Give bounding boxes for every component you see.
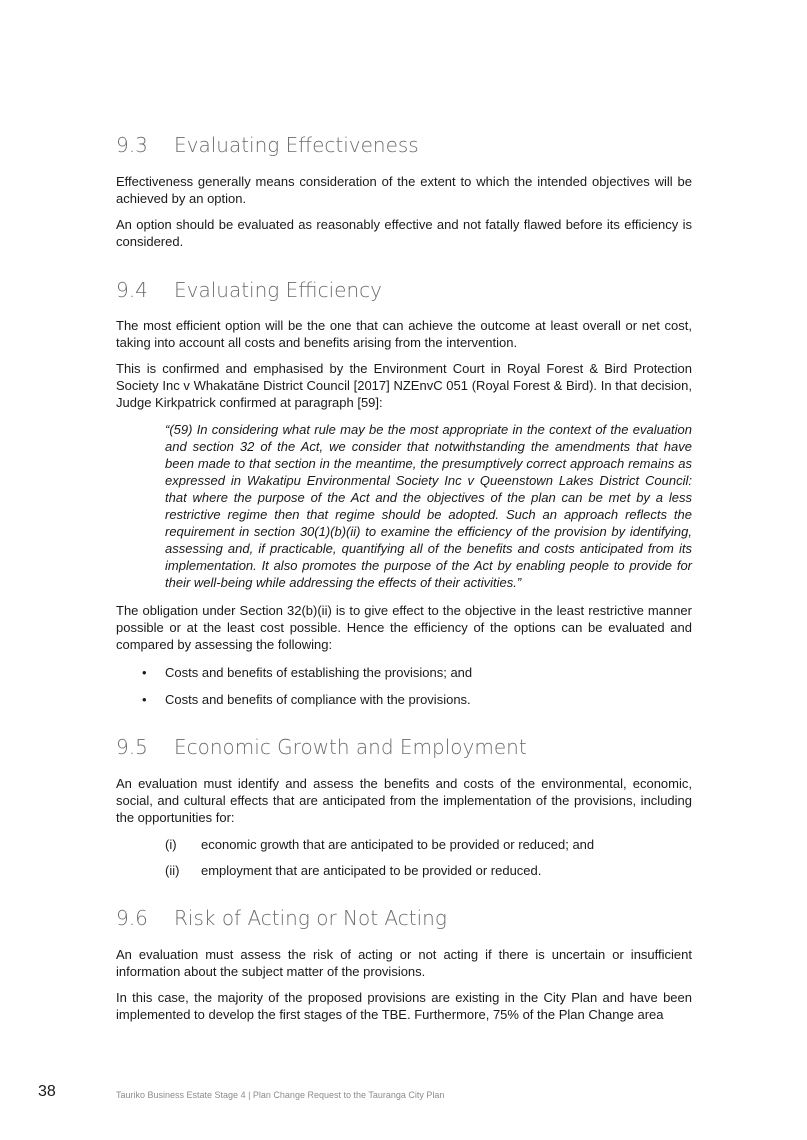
paragraph: An evaluation must identify and assess the benefits and costs of the environmental, economic, social, and cultural effects that are anticipated from the implementation of the provisions, including the opportunities for:	[116, 776, 692, 825]
section-title: Evaluating Effectiveness	[174, 133, 419, 157]
paragraph: An evaluation must assess the risk of acting or not acting if there is uncertain or insufficient information about the subject matter of the provisions.	[116, 947, 692, 979]
item-text: employment that are anticipated to be provided or reduced.	[201, 863, 542, 878]
section-title: Risk of Acting or Not Acting	[174, 906, 447, 930]
bullet-text: Costs and benefits of establishing the provisions; and	[165, 665, 473, 680]
section-title: Economic Growth and Employment	[174, 735, 527, 759]
item-text: economic growth that are anticipated to be provided or reduced; and	[201, 837, 595, 852]
section-heading-9-6	[116, 906, 692, 930]
section-title: Evaluating Efficiency	[174, 278, 382, 302]
paragraph: The most efficient option will be the one that can achieve the outcome at least overall or net cost, taking into account all costs and benefits arising from the intervention.	[116, 318, 692, 350]
item-label: (i)	[165, 837, 177, 852]
item-label: (ii)	[165, 863, 180, 878]
paragraph: An option should be evaluated as reasonably effective and not fatally flawed before its efficiency is considered.	[116, 217, 692, 249]
bullet-text: Costs and benefits of compliance with the provisions.	[165, 692, 471, 707]
paragraph: Effectiveness generally means consideration of the extent to which the intended objectives will be achieved by an option.	[116, 174, 692, 206]
page-number: 38	[38, 1083, 56, 1100]
paragraph: The obligation under Section 32(b)(ii) is to give effect to the objective in the least restrictive manner possible or at the least cost possible. Hence the efficiency of the options can be evaluated and compared by assessing the following:	[116, 603, 692, 652]
section-heading-9-4	[116, 278, 692, 302]
block-quote: “(59) In considering what rule may be the most appropriate in the context of the evaluation and section 32 of the Act, we consider that notwithstanding the amendments that have been made to that section in the meantime, the presumptively correct approach remains as expressed in Wakatipu Environmental Society Inc v Queenstown Lakes District Council: that where the purpose of the Act and the objectives of the plan can be met by a less restrictive regime then that regime should be adopted. Such an approach reflects the requirement in section 30(1)(b)(ii) to examine the efficiency of the provision by identifying, assessing and, if practicable, quantifying all of the benefits and costs anticipated from its implementation. It also promotes the purpose of the Act by enabling people to provide for their well-being while addressing the effects of their activities.”	[165, 422, 692, 590]
bullet-item	[142, 691, 471, 708]
section-number: 9.5	[116, 735, 148, 759]
paragraph: In this case, the majority of the proposed provisions are existing in the City Plan and have been implemented to develop the first stages of the TBE. Furthermore, 75% of the Plan Change area	[116, 990, 692, 1022]
bullet-item	[142, 664, 472, 681]
section-number: 9.4	[116, 278, 148, 302]
section-heading-9-5	[116, 735, 692, 759]
bullet-icon: •	[142, 692, 147, 707]
footer-document-title: Tauriko Business Estate Stage 4 | Plan Change Request to the Tauranga City Plan	[116, 1090, 445, 1100]
numbered-item	[165, 836, 594, 853]
paragraph: This is confirmed and emphasised by the Environment Court in Royal Forest & Bird Protection Society Inc v Whakatāne District Council [2017] NZEnvC 051 (Royal Forest & Bird). In that decision, Judge Kirkpatrick confirmed at paragraph [59]:	[116, 361, 692, 410]
numbered-item	[165, 862, 541, 879]
section-number: 9.3	[116, 133, 148, 157]
bullet-icon: •	[142, 665, 147, 680]
section-heading-9-3	[116, 133, 692, 157]
section-number: 9.6	[116, 906, 148, 930]
